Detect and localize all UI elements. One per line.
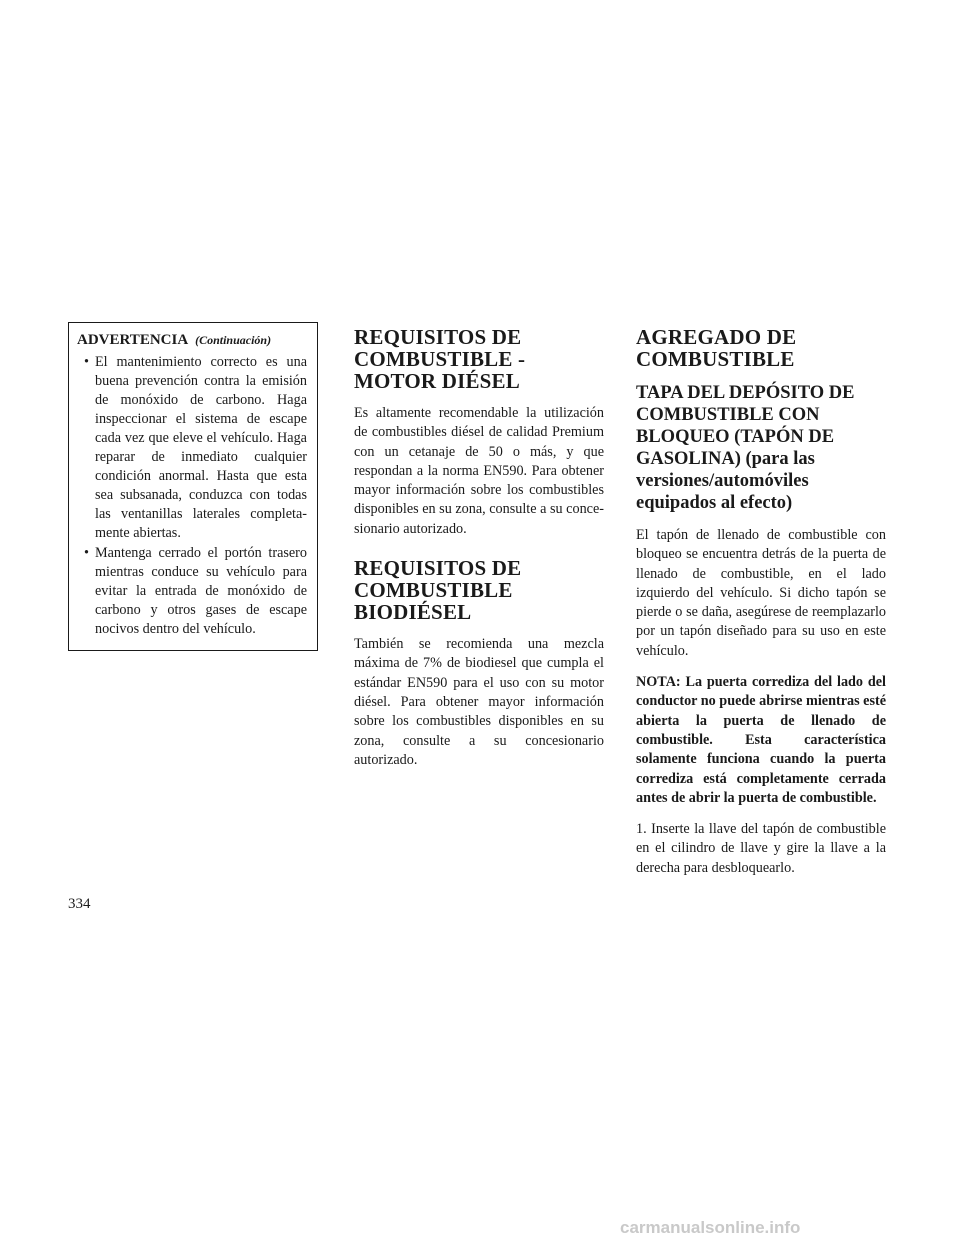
paragraph-diesel: Es altamente recomendable la utilización de combustibles diésel de calidad Premium con un cetanaje de 50 o más, y que respondan a la norma EN590. Para obtener mayor información sobre los combustibles disponibles en su zona, consulte a su concesionario autorizado.: [354, 405, 604, 537]
step-1-paragraph: 1. Inserte la llave del tapón de combustible en el cilindro de llave y gire la llave a la derecha para desbloquearlo.: [636, 821, 886, 876]
middle-column: [354, 322, 604, 782]
heading-diesel-fuel-requirements: REQUISITOS DE COMBUSTIBLE - MOTOR DIÉSEL: [354, 325, 526, 393]
warning-bullet: • Mantenga cerrado el portón trasero mientras conduce su vehículo para evitar la entrada de monóxido de carbono y otros gases de escape nocivos dentro del vehículo.: [77, 544, 307, 639]
warning-box: [68, 322, 318, 651]
warning-bullet-list: [77, 353, 307, 639]
heading-adding-fuel: AGREGADO DE COMBUSTIBLE: [636, 325, 797, 371]
heading-biodiesel-requirements: REQUISITOS DE COMBUSTIBLE BIODIÉSEL: [354, 556, 522, 625]
note-paragraph: NOTA: La puerta corrediza del lado del conductor no puede abrirse mientras esté abierta la puerta de llenado de combustible. Esta característica solamente funciona cuando la puerta corrediza está completamente cerrada antes de abrir la puerta de combustible.: [636, 674, 886, 806]
paragraph-biodiesel: También se recomienda una mezcla máxima de 7% de biodiesel que cumpla el estándar EN590 para el uso con su motor diésel. Para obtener mayor información sobre los combustibles disponibles en su zona, consulte a su concesionario autorizado.: [354, 636, 604, 768]
left-column: [68, 322, 318, 651]
warning-heading: [77, 331, 307, 349]
subheading-fuel-cap: TAPA DEL DEPÓSITO DE COMBUSTIBLE CON BLOQUEO (TAPÓN DE GASOLINA) (para las versiones/automóviles equipados al efecto): [636, 383, 855, 513]
watermark: carmanualsonline.info: [620, 1218, 801, 1237]
warning-continued: (Continuación): [195, 333, 272, 347]
right-column: [636, 322, 886, 890]
paragraph-fuel-cap: El tapón de llenado de combustible con bloqueo se encuentra detrás de la puerta de llenado de combustible, en el lado izquierdo del vehículo. Si dicho tapón se pierde o se daña, asegúrese de reemplazarlo por un tapón diseñado para su uso en este vehículo.: [636, 527, 886, 659]
warning-title: ADVERTENCIA: [77, 332, 188, 348]
page-number: 334: [68, 896, 91, 912]
warning-bullet: • El mantenimiento correcto es una buena prevención contra la emisión de monóxido de carbono. Haga inspeccionar el sistema de escape cada vez que eleve el vehículo. Haga reparar de inmediato cualquier condición anormal. Hasta que esta sea subsanada, conduzca con todas las ventanillas laterales completamente abiertas.: [77, 353, 307, 543]
